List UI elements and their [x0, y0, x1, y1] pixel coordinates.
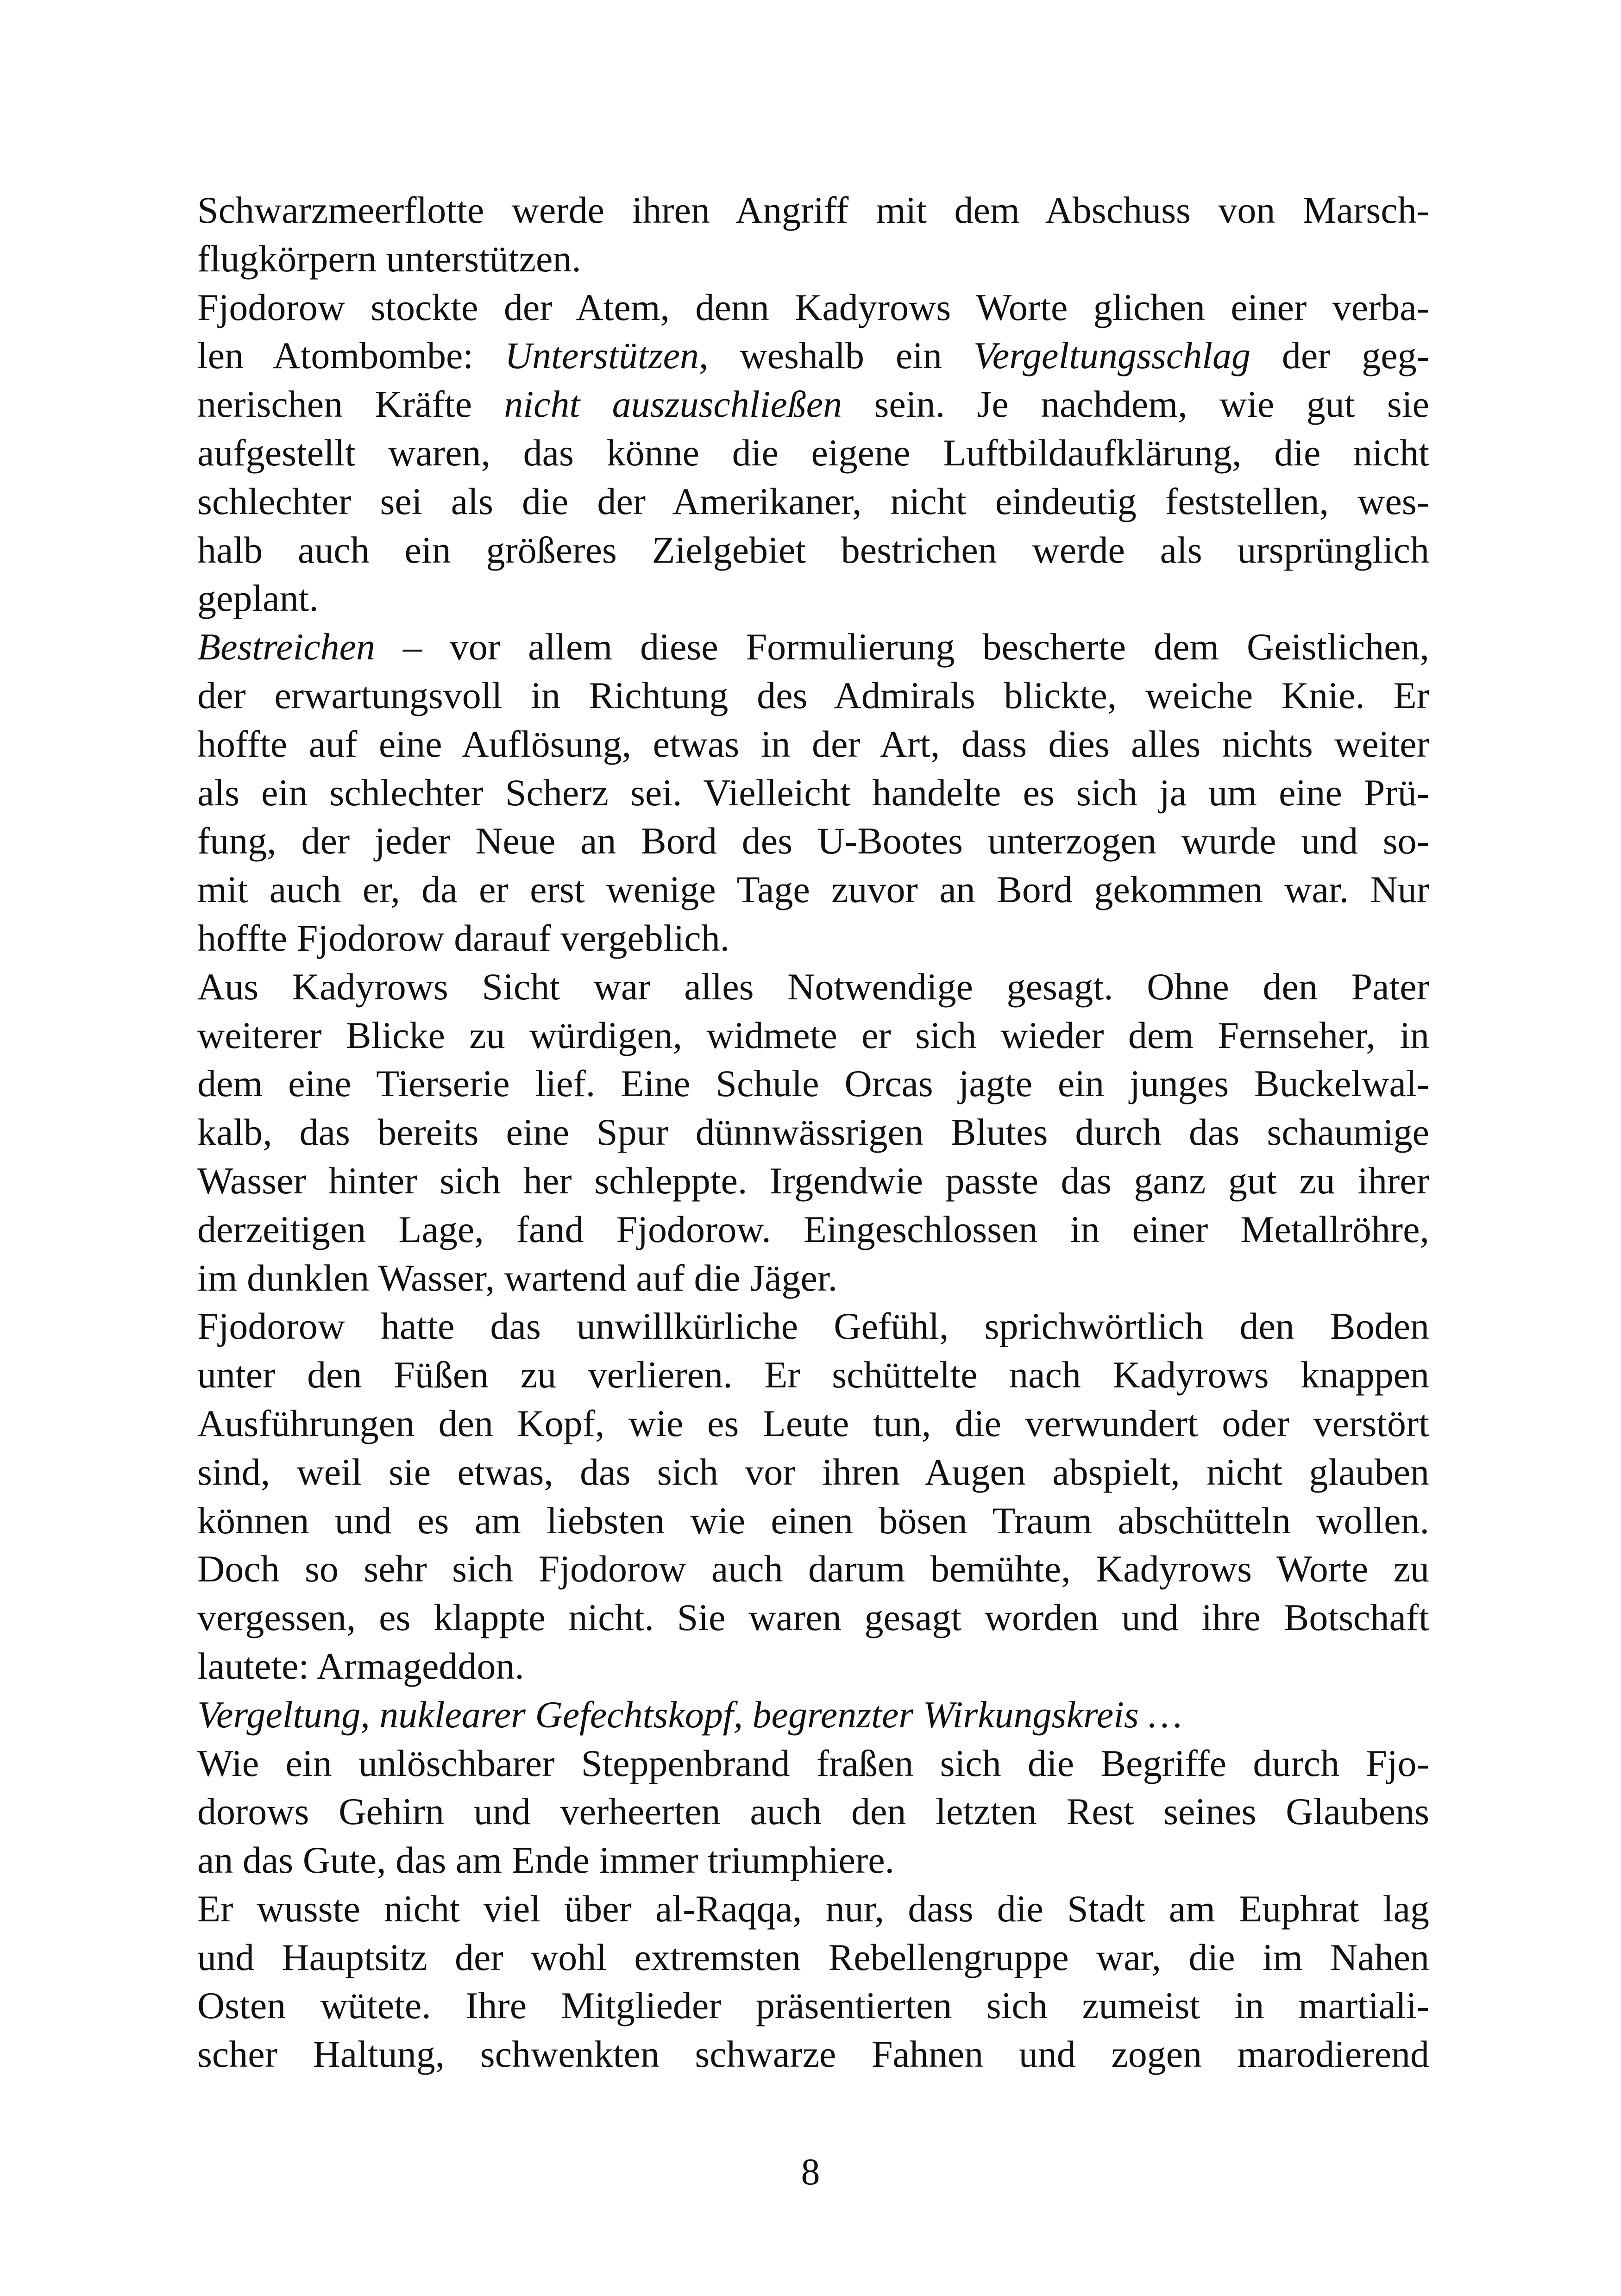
text-segment: mit auch er, da er erst wenige Tage zuvor an Bord gekommen war. Nur [197, 868, 1429, 911]
page-number: 8 [801, 2151, 820, 2193]
text-line [197, 866, 1429, 914]
text-line [197, 769, 1429, 817]
text-segment: Er wusste nicht viel über al-Raqqa, nur, dass die Stadt am Euphrat lag [197, 1887, 1429, 1930]
text-segment: halb auch ein größeres Zielgebiet bestrichen werde als ursprünglich [197, 528, 1429, 571]
text-line [197, 477, 1429, 526]
text-segment: nerischen Kräfte [197, 383, 504, 426]
text-segment: Fjodorow stockte der Atem, denn Kadyrows Worte glichen einer verba- [197, 286, 1429, 328]
text-line [197, 283, 1429, 332]
text-line [197, 1448, 1429, 1497]
text-segment: len Atombombe: [197, 334, 505, 377]
text-line [197, 186, 1429, 235]
text-line [197, 235, 1429, 283]
text-segment: Aus Kadyrows Sicht war alles Notwendige gesagt. Ohne den Pater [197, 965, 1429, 1008]
text-line [197, 1399, 1429, 1448]
text-segment: scher Haltung, schwenkten schwarze Fahnen und zogen marodierend [197, 2033, 1429, 2076]
italic-text: Bestreichen [197, 626, 376, 668]
text-line [197, 1885, 1429, 1933]
text-segment: kalb, das bereits eine Spur dünnwässrigen Blutes durch das schaumige [197, 1111, 1429, 1154]
text-line [197, 332, 1429, 380]
text-segment: flugkörpern unterstützen. [197, 237, 581, 280]
text-segment: vergessen, es klappte nicht. Sie waren gesagt worden und ihre Botschaft [197, 1596, 1429, 1639]
text-segment: Wasser hinter sich her schleppte. Irgendwie passte das ganz gut zu ihrer [197, 1159, 1429, 1202]
text-line [197, 1691, 1429, 1739]
text-line [197, 1205, 1429, 1254]
text-segment: derzeitigen Lage, fand Fjodorow. Eingeschlossen in einer Metallröhre, [197, 1208, 1429, 1250]
text-segment: schlechter sei als die der Amerikaner, nicht eindeutig feststellen, wes- [197, 480, 1429, 522]
text-line [197, 429, 1429, 477]
text-segment: – vor allem diese Formulierung bescherte dem Geistlichen, [375, 626, 1429, 668]
text-segment: lautete: Armageddon. [197, 1644, 524, 1687]
text-segment: sein. Je nachdem, wie gut sie [842, 383, 1429, 426]
text-line [197, 1933, 1429, 1982]
text-segment: Doch so sehr sich Fjodorow auch darum bemühte, Kadyrows Worte zu [197, 1548, 1429, 1590]
text-line [197, 817, 1429, 866]
text-line [197, 1157, 1429, 1205]
text-line [197, 1836, 1429, 1885]
text-line [197, 1497, 1429, 1545]
text-segment: unter den Füßen zu verlieren. Er schüttelte nach Kadyrows knappen [197, 1354, 1429, 1396]
text-line [197, 1642, 1429, 1691]
text-line [197, 574, 1429, 623]
text-segment: aufgestellt waren, das könne die eigene Luftbildaufklärung, die nicht [197, 431, 1429, 474]
text-segment: weiterer Blicke zu würdigen, widmete er sich wieder dem Fernseher, in [197, 1014, 1429, 1056]
text-segment: Fjodorow hatte das unwillkürliche Gefühl, sprichwörtlich den Boden [197, 1305, 1429, 1348]
italic-text: nicht auszuschließen [504, 383, 842, 426]
text-segment: als ein schlechter Scherz sei. Vielleicht handelte es sich ja um eine Prü- [197, 771, 1429, 814]
text-segment: und Hauptsitz der wohl extremsten Rebellengruppe war, die im Nahen [197, 1936, 1429, 1978]
text-segment: hoffte Fjodorow darauf vergeblich. [197, 916, 730, 959]
text-line [197, 380, 1429, 429]
text-segment: Wie ein unlöschbarer Steppenbrand fraßen sich die Begriffe durch Fjo- [197, 1742, 1429, 1784]
text-segment: , weshalb ein [699, 334, 974, 377]
text-segment: im dunklen Wasser, wartend auf die Jäger. [197, 1256, 838, 1299]
text-line [197, 963, 1429, 1011]
text-segment: dem eine Tierserie lief. Eine Schule Orcas jagte ein junges Buckelwal- [197, 1062, 1429, 1105]
text-line [197, 1982, 1429, 2030]
text-line [197, 720, 1429, 769]
body-text [197, 186, 1429, 2079]
text-line [197, 1254, 1429, 1303]
text-segment: der geg- [1250, 334, 1429, 377]
text-segment: hoffte auf eine Auflösung, etwas in der Art, dass dies alles nichts weiter [197, 722, 1429, 765]
text-line [197, 1011, 1429, 1060]
text-line [197, 623, 1429, 671]
text-line [197, 1060, 1429, 1108]
text-segment: fung, der jeder Neue an Bord des U-Bootes unterzogen wurde und so- [197, 820, 1429, 862]
text-line [197, 1302, 1429, 1351]
text-segment: können und es am liebsten wie einen bösen Traum abschütteln wollen. [197, 1499, 1429, 1542]
text-line [197, 1788, 1429, 1836]
text-line [197, 1108, 1429, 1157]
text-line [197, 1593, 1429, 1642]
text-segment: an das Gute, das am Ende immer triumphiere. [197, 1839, 895, 1882]
text-segment: sind, weil sie etwas, das sich vor ihren Augen abspielt, nicht glauben [197, 1450, 1429, 1493]
text-line [197, 1351, 1429, 1399]
italic-text: Unterstützen [504, 334, 699, 377]
italic-text: Vergeltung, nuklearer Gefechtskopf, begrenzter Wirkungskreis … [197, 1693, 1182, 1736]
text-segment: der erwartungsvoll in Richtung des Admirals blickte, weiche Knie. Er [197, 674, 1429, 716]
text-line [197, 1545, 1429, 1593]
italic-text: Vergeltungsschlag [973, 334, 1251, 377]
text-segment: Ausführungen den Kopf, wie es Leute tun, die verwundert oder verstört [197, 1402, 1429, 1444]
text-line [197, 2030, 1429, 2079]
text-segment: dorows Gehirn und verheerten auch den letzten Rest seines Glaubens [197, 1790, 1429, 1833]
text-line [197, 1739, 1429, 1788]
text-line [197, 671, 1429, 720]
text-line [197, 914, 1429, 963]
text-segment: Schwarzmeerflotte werde ihren Angriff mit dem Abschuss von Marsch- [197, 189, 1429, 231]
text-segment: Osten wütete. Ihre Mitglieder präsentierten sich zumeist in martiali- [197, 1984, 1429, 2027]
text-segment: geplant. [197, 577, 319, 620]
text-line [197, 526, 1429, 575]
